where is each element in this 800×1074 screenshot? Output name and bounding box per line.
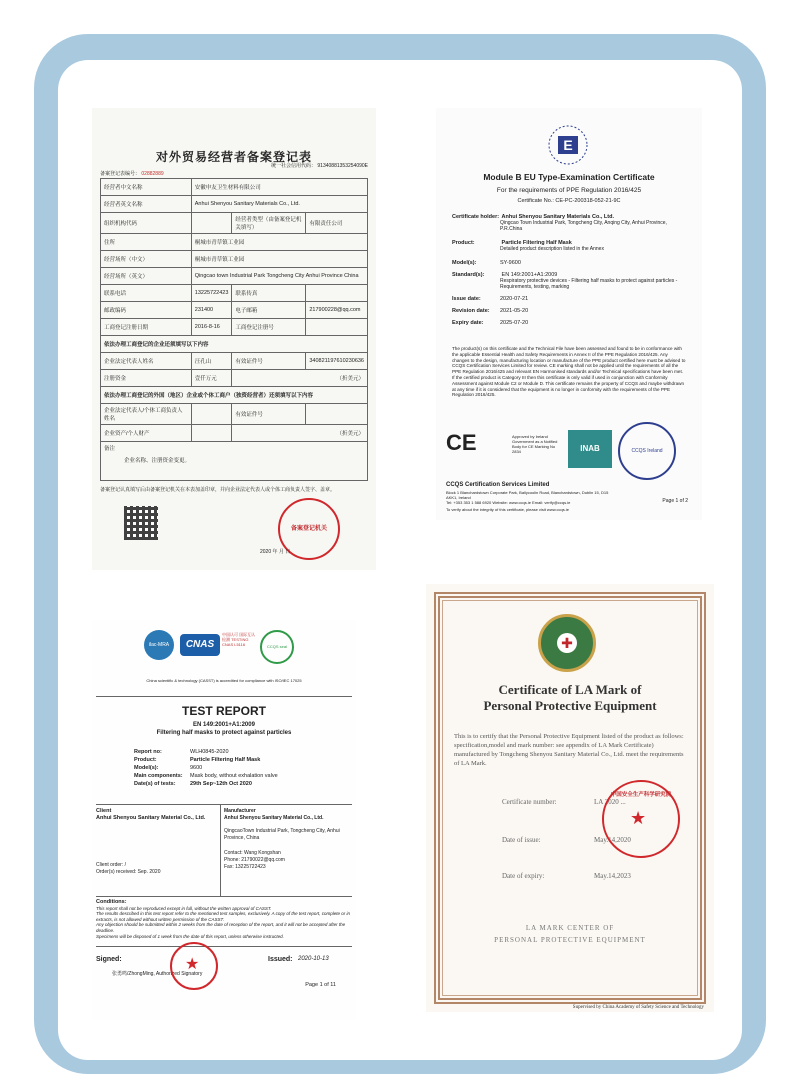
row-label: 经营场所（中文） <box>101 251 192 268</box>
registration-table <box>100 178 368 481</box>
row-value: 2016-8-16 <box>191 319 232 336</box>
row-label: 工商登记注册号 <box>232 319 306 336</box>
section-heading: 依法办理工商登记的企业还须填写以下内容 <box>101 336 368 353</box>
svg-text:E: E <box>563 137 573 153</box>
order-received: Order(s) received: Sep. 2020 <box>96 869 161 875</box>
row-label: 有效证件号 <box>232 353 306 370</box>
eu-title: Module B EU Type-Examination Certificate <box>483 172 655 182</box>
row-value: 231400 <box>191 302 232 319</box>
expiry-value: 2025-07-20 <box>500 320 529 326</box>
expiry-label: Expiry date: <box>452 320 484 326</box>
client-name: Anhui Shenyou Sanitary Material Co., Ltd. <box>96 815 206 821</box>
row-label: 经营者英文名称 <box>101 196 192 213</box>
revision-label: Revision date: <box>452 308 490 314</box>
row-value: 桐城市青草镇工业园 <box>191 251 367 268</box>
row-label: 注册资金 <box>101 370 192 387</box>
star-icon: ★ <box>630 808 647 828</box>
row-value: 340821197610230636 <box>306 353 368 370</box>
field-label: Date(s) of tests: <box>134 781 176 787</box>
row-label: 电子邮箱 <box>232 302 306 319</box>
model-label: Model(s): <box>452 260 477 266</box>
client-label: Client <box>96 808 112 814</box>
la-center-1: LA MARK CENTER OF <box>525 924 615 932</box>
la-cert-no-label: Certificate number: <box>502 798 557 806</box>
field-value: Particle Filtering Half Mask <box>190 757 261 763</box>
row-label: 经营者中文名称 <box>101 179 192 196</box>
row-value: 13225722423 <box>191 285 232 302</box>
record-no-label: 备案登记表编号： <box>100 171 141 177</box>
holder-name: Anhui Shenyou Sanitary Materials Co., Ltd. <box>501 214 614 220</box>
la-expiry-value: May.14,2023 <box>594 872 631 880</box>
row-label: 经营者类型（由备案登记机关填写） <box>232 213 306 234</box>
standards-desc: Respiratory protective devices - Filtering half masks to protect against particles - Requirements, testing, marking <box>500 278 678 290</box>
eu-cert-no: Certificate No.: CE-PC-200318-052-21-9C <box>517 198 621 204</box>
la-supervised: Supervised by China Academy of Safety Science and Technology <box>572 1005 704 1010</box>
credit-code-label: 统一社会信用代码： <box>270 163 316 169</box>
condition-item: The results described in this test report refer to the mentioned test samples, exclusively. A copy of the test report, complete or in extracts, is not allowed without written permission of the CASST. <box>96 911 350 922</box>
field-value: 9600 <box>190 765 203 771</box>
ccqs-address: Block 1 Blanchardstown Corporate Park, Ballycoolin Road, Blanchardstown, Dublin 15, D15 AKK1, Ireland <box>446 490 609 500</box>
row-label: 有效证件号 <box>232 404 306 425</box>
conditions-block <box>96 900 352 939</box>
row-value: Qingcao town Industrial Park Tongcheng City Anhui Province China <box>191 268 367 285</box>
row-label: 邮政编码 <box>101 302 192 319</box>
row-value: 有限责任公司 <box>306 213 368 234</box>
contact-phone: Phone: 21790022@qq.com <box>224 857 285 863</box>
row-label: 企业资产/个人财产 <box>101 425 192 442</box>
la-cert-no: LA 2020 ... <box>594 798 626 806</box>
ccqs-logo-icon <box>540 122 596 168</box>
row-label: 住所 <box>101 234 192 251</box>
la-issue-label: Date of issue: <box>502 836 541 844</box>
credit-code: 91340881353254090E <box>317 163 368 169</box>
issue-label: Issue date: <box>452 296 481 302</box>
row-label: 联系电话 <box>101 285 192 302</box>
ccqs-ireland-seal: CCQS Ireland <box>618 422 676 480</box>
ccqs-company: CCQS Certification Services Limited <box>446 482 550 488</box>
report-standard-desc: Filtering half masks to protect against particles <box>156 730 292 736</box>
row-note: （折美元） <box>232 425 368 442</box>
eu-body: The product(s) on this certificate and the Technical File have been assessed and found to be in conformance with the applicable Essential Health and Safety Requirements in Annex II of the PPE Regulation 2016/425. Any changes to the design, manufacturing location or manufacture of the PPE product certified here must be advised to CCQS Certification Services Limited for review. CE marking shall not be applied until the requirements of all the PPE Regulation 2016/425 and relevant EN Harmonised standards and/or Technical specifications have been met. If the certified product is Category III then this certificate is only valid if used in conjunction with Conformity Assessment against Module C2 or Module D. This certificate remains the property of CCQS and maybe withdrawn at any time if it is considered that the equipment is no longer in conformity with the requirements of the PPE Regulation 2016/425. <box>452 346 686 398</box>
row-value <box>306 319 368 336</box>
qr-code <box>124 506 158 540</box>
report-title: TEST REPORT <box>181 704 266 718</box>
manufacturer-block <box>224 808 350 871</box>
issued-value: 2020-10-13 <box>298 956 329 962</box>
row-value: 安徽申友卫生材料有限公司 <box>191 179 367 196</box>
casst-seal: CCQS seal <box>260 630 294 664</box>
section-heading: 依法办理工商登记的外国（地区）企业或个体工商户（独资经营者）还须填写以下内容 <box>101 387 368 404</box>
holder-address: Qingcao Town Industrial Park, Tongcheng City, Anqing City, Anhui Province, P.R.China <box>500 220 667 232</box>
field-value: WLH0845-2020 <box>190 749 229 755</box>
contact-name: Contact: Wang Kongshan <box>224 850 281 856</box>
row-value: Anhui Shenyou Sanitary Materials Co., Ltd. <box>191 196 367 213</box>
row-label: 经营场所（英文） <box>101 268 192 285</box>
registration-stamp: 备案登记机关 <box>278 498 340 560</box>
manufacturer-label: Manufacturer <box>224 808 256 814</box>
report-page: Page 1 of 11 <box>305 982 336 988</box>
star-icon: ★ <box>185 956 200 973</box>
form-date: 2020 年 月 日 <box>260 549 291 555</box>
standards-value: EN 149:2001+A1:2009 <box>501 272 558 278</box>
issued-label: Issued: <box>268 956 293 963</box>
field-value: Mask body, without exhalation valve <box>190 773 278 779</box>
field-label: Main components: <box>134 773 183 779</box>
holder-label: Certificate holder: <box>452 214 500 220</box>
product-value: Particle Filtering Half Mask <box>501 240 572 246</box>
product-label: Product: <box>452 240 475 246</box>
contact-fax: Fax: 13225722423 <box>224 864 266 870</box>
ce-mark-icon: CE <box>446 430 477 455</box>
eu-subtitle: For the requirements of PPE Regulation 2016/425 <box>496 187 642 194</box>
row-label: 企业法定代表人/个体工商负责人姓名 <box>101 404 192 425</box>
record-no: 02882889 <box>141 171 164 177</box>
row-value <box>191 213 232 234</box>
form-footer: 备案登记认真填写后由备案登记机关在本表加盖印章，并向企业法定代表人或个体工商负责人签字、盖章。 <box>100 487 336 493</box>
row-value: 汪孔山 <box>191 353 232 370</box>
condition-item: Specimens will be disposed of 1 week from the date of this report, unless otherwise instructed. <box>96 933 284 939</box>
remarks-label: 备注 <box>104 446 116 452</box>
la-certificate <box>426 584 714 1012</box>
form-title: 对外贸易经营者备案登记表 <box>155 150 312 164</box>
field-label: Report no: <box>134 749 162 755</box>
field-label: Model(s): <box>134 765 159 771</box>
cnas-caption: 中国认可 国际互认 检测 TESTING CNAS L5116 <box>222 632 256 647</box>
remarks-value: 企业名称、注册资金变更。 <box>124 458 191 464</box>
field-label: Product: <box>134 757 157 763</box>
model-value: SY-9600 <box>500 260 521 266</box>
accreditation-note: China scientific & technology (CASST) is accredited for compliance with ISO/IEC 17025 <box>146 678 302 683</box>
row-label: 企业法定代表人姓名 <box>101 353 192 370</box>
product-desc: Detailed product description listed in the Annex <box>500 246 604 252</box>
signatory: 张勇鸣/ZhongMing, Authorized Signatory <box>112 971 203 977</box>
row-value: 壹仟万元 <box>191 370 232 387</box>
nb-note: Approved by Ireland Government as a Notified Body for CE Marking No 2834 <box>512 434 558 454</box>
la-body: This is to certify that the Personal Protective Equipment listed of the product as follows: specification,model and mark number: see appendix of LA Mark Certificate) manufactured by Tongcheng Shenyou Sanitary Material Co., Ltd. meet the requirements of LA Mark. <box>454 733 684 767</box>
manufacturer-name: Anhui Shenyou Sanitary Material Co., Ltd. <box>224 815 324 821</box>
verify-note: To verify about the integrity of this certificate, please visit www.ccqs.ie <box>446 507 569 512</box>
row-value <box>306 285 368 302</box>
eu-certificate <box>436 108 702 520</box>
report-standard: EN 149:2001+A1:2009 <box>193 722 255 728</box>
la-title-2: Personal Protective Equipment <box>483 698 657 713</box>
row-label: 组织机构代码 <box>101 213 192 234</box>
registration-form <box>92 108 376 570</box>
row-label: 联系传真 <box>232 285 306 302</box>
la-expiry-label: Date of expiry: <box>502 872 545 880</box>
conditions-label: Conditions: <box>96 899 127 905</box>
test-report <box>92 620 356 1020</box>
condition-item: This report shall not be reproduced except in full, without the written approval of CASST. <box>96 905 272 911</box>
manufacturer-address: QingcaoTown Industrial Park, Tongcheng City, Anhui Province, China <box>224 828 340 841</box>
revision-value: 2021-05-20 <box>500 308 529 314</box>
la-center-2: PERSONAL PROTECTIVE EQUIPMENT <box>494 936 646 944</box>
client-block <box>96 808 216 822</box>
cnas-logo: CNAS <box>180 634 220 656</box>
inab-logo: INAB <box>568 430 612 468</box>
row-note: （折美元） <box>232 370 368 387</box>
ccqs-contact: Tel: +353 353 1 588 6920 Website: www.ccqs.ie Email: verify@ccqs.ie <box>446 500 571 505</box>
la-issue-value: May.14,2020 <box>594 836 631 844</box>
signed-label: Signed: <box>96 956 122 963</box>
la-mark-emblem: ✚ <box>538 614 596 672</box>
la-seal: 中国安全生产科学研究院 <box>602 780 680 858</box>
field-value: 29th Sep~12th Oct 2020 <box>190 781 252 787</box>
standards-label: Standard(s): <box>452 272 485 278</box>
ilac-logo: ilac-MRA <box>144 630 174 660</box>
report-fields <box>134 748 278 788</box>
la-title-1: Certificate of LA Mark of <box>498 682 642 697</box>
row-value: 桐城市青草镇工业园 <box>191 234 367 251</box>
row-value: 217900228@qq.com <box>306 302 368 319</box>
issue-value: 2020-07-21 <box>500 296 529 302</box>
eu-page: Page 1 of 2 <box>662 498 688 504</box>
client-order-block <box>96 862 160 876</box>
client-order: Client order: / <box>96 862 127 868</box>
condition-item: Any objection should be submitted within 2 weeks from the date of reception of the report, and it will not be accepted after the deadline. <box>96 922 346 933</box>
row-label: 工商登记注册日期 <box>101 319 192 336</box>
